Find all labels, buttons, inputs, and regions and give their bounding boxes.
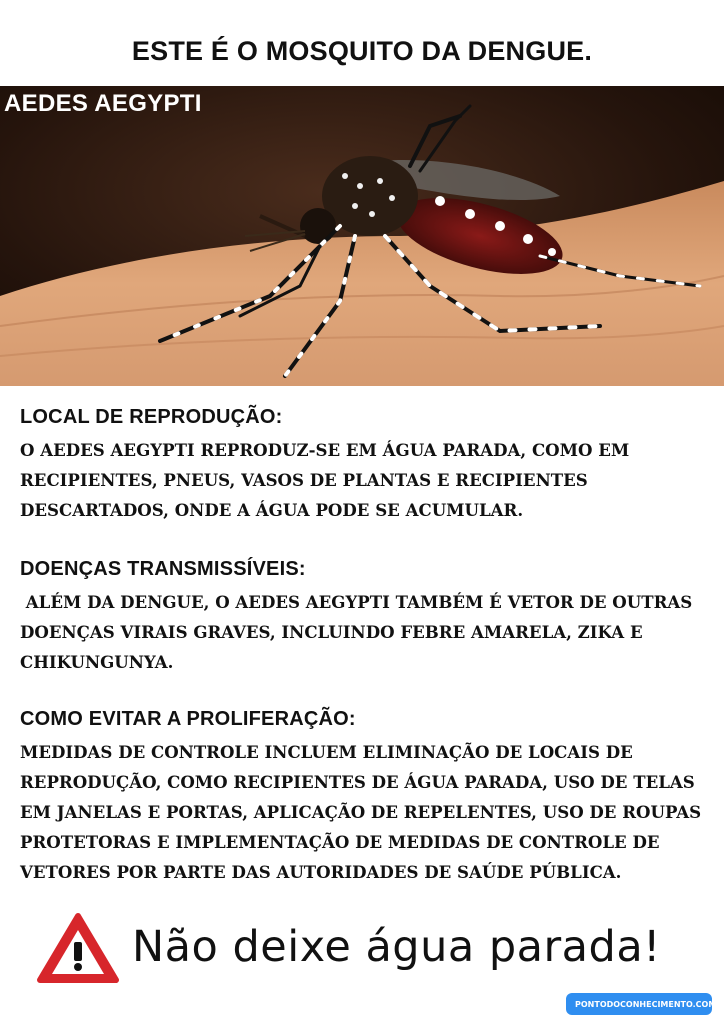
section-body	[20, 737, 710, 887]
warning-banner	[36, 910, 686, 990]
body-line: DOENÇAS VIRAIS GRAVES, INCLUINDO FEBRE AMARELA, ZIKA E	[20, 622, 643, 642]
section-prevention	[20, 708, 710, 887]
body-line: REPRODUÇÃO, COMO RECIPIENTES DE ÁGUA PARADA, USO DE TELAS	[20, 772, 695, 792]
warning-text: Não deixe água parada!	[132, 922, 661, 972]
body-line: ALÉM DA DENGUE, O AEDES AEGYPTI TAMBÉM É VETOR DE OUTRAS	[20, 592, 693, 612]
mosquito-photo	[0, 86, 724, 386]
section-body	[20, 435, 710, 525]
body-line: CHIKUNGUNYA.	[20, 652, 174, 672]
section-reproduction	[20, 406, 710, 525]
body-line: DESCARTADOS, ONDE A ÁGUA PODE SE ACUMULAR.	[20, 500, 524, 520]
warning-triangle-icon	[36, 912, 120, 984]
photo-label: AEDES AEGYPTI	[4, 90, 202, 117]
body-line: O AEDES AEGYPTI REPRODUZ-SE EM ÁGUA PARADA, COMO EM	[20, 440, 630, 460]
body-line: RECIPIENTES, PNEUS, VASOS DE PLANTAS E RECIPIENTES	[20, 470, 588, 490]
body-line: VETORES POR PARTE DAS AUTORIDADES DE SAÚDE PÚBLICA.	[20, 862, 622, 882]
badge-text: PONTODOCONHECIMENTO.COM	[575, 999, 717, 1009]
body-line: PROTETORAS E IMPLEMENTAÇÃO DE MEDIDAS DE CONTROLE DE	[20, 832, 660, 852]
page-title: ESTE É O MOSQUITO DA DENGUE.	[131, 36, 593, 66]
section-body	[20, 587, 710, 677]
body-line: MEDIDAS DE CONTROLE INCLUEM ELIMINAÇÃO DE LOCAIS DE	[20, 742, 633, 762]
section-heading: COMO EVITAR A PROLIFERAÇÃO:	[20, 708, 356, 730]
section-heading: DOENÇAS TRANSMISSÍVEIS:	[20, 558, 306, 580]
site-badge[interactable]	[566, 993, 717, 1015]
section-heading: LOCAL DE REPRODUÇÃO:	[20, 406, 283, 428]
section-diseases	[20, 558, 710, 677]
body-line: EM JANELAS E PORTAS, APLICAÇÃO DE REPELENTES, USO DE ROUPAS	[20, 802, 702, 822]
